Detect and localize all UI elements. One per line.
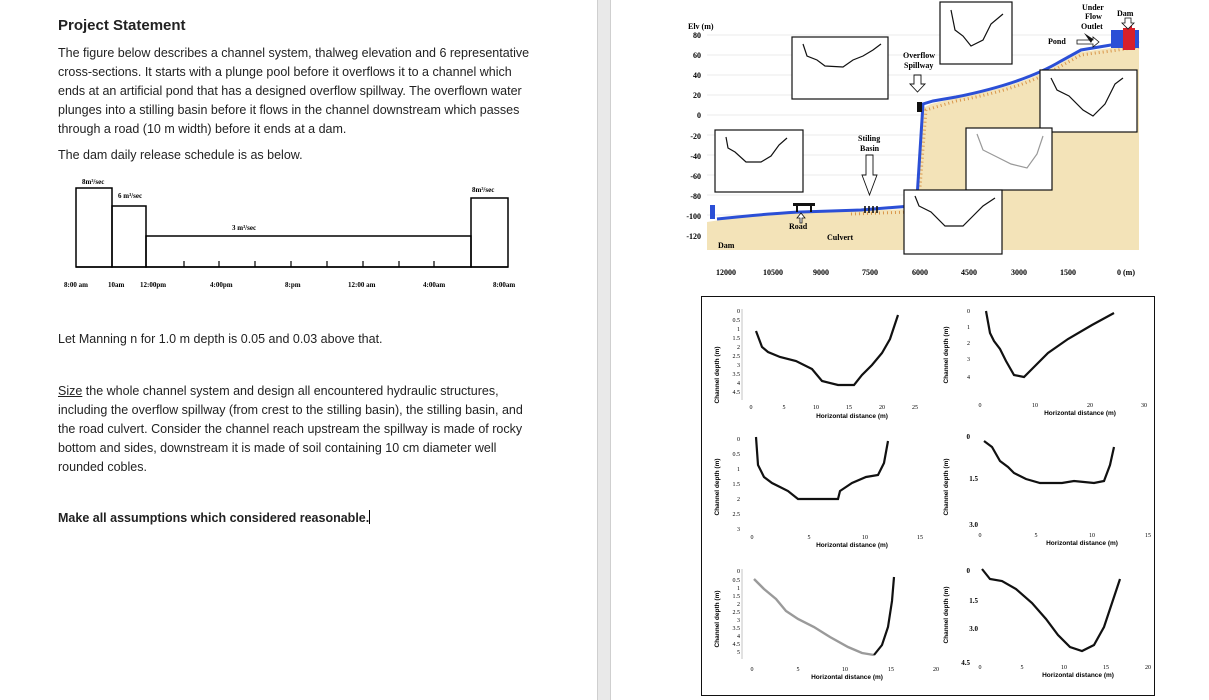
x-tick: 15	[917, 535, 923, 541]
inset-thumbnail	[904, 190, 1002, 254]
x-tick: 12000	[716, 268, 736, 277]
task-text: the whole channel system and design all encountered hydraulic structures, including the overflow spillway (from crest to the stilling basin), the stilling basin, and the road culvert. Consider the channel reach upstream the spillway is made of rocky bottom and sides, downstream it is made of soil containing 10 cm diameter well rounded cobles.	[58, 384, 523, 474]
y-tick: 2.5	[732, 354, 740, 360]
y-tick: 0	[966, 567, 970, 575]
inset-thumbnail	[715, 130, 803, 192]
inset-thumbnail	[940, 2, 1012, 64]
y-tick: 4	[967, 375, 970, 381]
y-tick: 4	[737, 634, 740, 640]
y-tick: 0	[966, 433, 970, 441]
label-pond: Pond	[1048, 37, 1066, 46]
y-tick: 20	[693, 91, 701, 100]
y-tick: 2	[737, 497, 740, 503]
flow-label-8: 8m³/sec	[82, 178, 105, 186]
task-paragraph	[58, 382, 538, 477]
label-stilling: Stiling	[858, 134, 881, 143]
x-tick: 15	[1103, 665, 1109, 671]
x-tick: 10	[1032, 403, 1038, 409]
dam-arrow-icon	[1122, 18, 1134, 29]
cross-section-6	[943, 567, 1151, 679]
y-tick: 1.5	[732, 482, 740, 488]
ylabel: Channel depth (m)	[714, 346, 721, 404]
y-tick: 3.0	[969, 625, 978, 633]
assumptions-paragraph	[58, 509, 538, 528]
x-tick: 10500	[763, 268, 783, 277]
x-tick: 5	[796, 667, 800, 673]
label-dam-bottom: Dam	[718, 241, 735, 250]
y-tick: 1.5	[732, 336, 740, 342]
time-label: 12:00 am	[348, 281, 376, 289]
road-deck	[793, 203, 815, 206]
y-tick: 2	[737, 345, 740, 351]
cross-section-1	[714, 309, 918, 420]
x-tick: 10	[1061, 665, 1067, 671]
inset-thumbnail	[966, 128, 1052, 190]
flow-label-6: 6 m³/sec	[118, 192, 143, 200]
y-tick: -20	[690, 132, 701, 141]
assumptions-text: Make all assumptions which considered reasonable.	[58, 511, 370, 525]
ylabel: Channel depth (m)	[714, 458, 721, 516]
y-tick: 1.5	[969, 475, 978, 483]
inset-thumbnail	[1040, 70, 1137, 132]
y-axis-ticks	[686, 31, 701, 241]
y-tick: 4.5	[732, 390, 740, 396]
xlabel: Horizontal distance (m)	[811, 674, 883, 681]
label-culvert: Culvert	[827, 233, 854, 242]
document-page	[0, 0, 596, 700]
y-tick: 4.5	[732, 642, 740, 648]
y-tick: 3	[737, 527, 740, 533]
y-tick: 0	[737, 569, 740, 575]
y-tick: 0.5	[732, 318, 740, 324]
text-cursor	[369, 510, 370, 524]
y-tick: 2	[737, 602, 740, 608]
spillway-crest	[917, 102, 922, 112]
bar-6	[112, 206, 146, 267]
time-label: 8:00 am	[64, 281, 88, 289]
x-tick: 10	[842, 667, 848, 673]
ylabel: Channel depth (m)	[943, 458, 950, 516]
dam-top-block	[1123, 28, 1135, 50]
bar-8-am	[76, 188, 112, 267]
cross-section-5	[714, 569, 939, 681]
schedule-line: The dam daily release schedule is as below.	[58, 148, 303, 162]
x-tick: 5	[782, 405, 786, 411]
page-title: Project Statement	[58, 17, 186, 34]
xlabel: Horizontal distance (m)	[1046, 540, 1118, 547]
label-basin: Basin	[860, 144, 880, 153]
y-tick: 3.0	[969, 521, 978, 529]
x-tick: 9000	[813, 268, 829, 277]
x-tick: 0	[978, 403, 982, 409]
y-tick: 3.5	[732, 372, 740, 378]
ylabel: Channel depth (m)	[943, 326, 950, 384]
section-profile	[984, 441, 1114, 483]
y-tick: 3	[967, 357, 970, 363]
x-tick: 20	[933, 667, 939, 673]
x-tick: 4500	[961, 268, 977, 277]
label-road: Road	[789, 222, 808, 231]
x-tick: 20	[1087, 403, 1093, 409]
x-tick: 0	[750, 535, 754, 541]
y-tick: -60	[690, 172, 701, 181]
elv-label: Elv (m)	[688, 22, 714, 31]
ylabel: Channel depth (m)	[714, 590, 721, 648]
inset-thumbnail	[792, 37, 888, 99]
y-tick: 1	[967, 325, 970, 331]
section-profile	[754, 579, 874, 655]
y-tick: -120	[686, 232, 701, 241]
y-tick: 5	[737, 650, 740, 656]
label-overflow: Overflow	[903, 51, 935, 60]
x-tick: 6000	[912, 268, 928, 277]
task-lead: Size	[58, 384, 83, 398]
y-tick: 2	[967, 341, 970, 347]
x-tick: 0	[750, 667, 754, 673]
section-profile	[982, 569, 1120, 651]
x-tick: 0	[978, 533, 982, 539]
x-tick: 15	[888, 667, 894, 673]
y-tick: 80	[693, 31, 701, 40]
page-divider	[597, 0, 611, 700]
x-axis-ticks	[716, 268, 1135, 277]
label-under: Under	[1082, 3, 1104, 12]
manning-paragraph: Let Manning n for 1.0 m depth is 0.05 and 0.03 above that.	[58, 332, 383, 346]
stilling-arrow-icon	[862, 155, 877, 195]
bar-8-next	[471, 198, 508, 267]
time-label: 8:00am	[493, 281, 516, 289]
label-spillway: Spillway	[904, 61, 934, 70]
xlabel: Horizontal distance (m)	[1044, 410, 1116, 417]
y-tick: 3	[737, 363, 740, 369]
time-label: 8:pm	[285, 281, 301, 289]
x-tick: 30	[1141, 403, 1147, 409]
y-tick: 0.5	[732, 452, 740, 458]
flow-label-3: 3 m³/sec	[232, 224, 257, 232]
cross-section-panel	[701, 296, 1155, 696]
x-tick: 20	[879, 405, 885, 411]
y-tick: 0.5	[732, 578, 740, 584]
bar-3	[146, 236, 471, 267]
y-tick: 1	[737, 467, 740, 473]
figure-page	[611, 0, 1209, 700]
y-tick: 0	[737, 437, 740, 443]
x-tick: 10	[813, 405, 819, 411]
xlabel: Horizontal distance (m)	[816, 542, 888, 549]
label-dam-top: Dam	[1117, 9, 1134, 18]
y-tick: 0	[737, 309, 740, 315]
time-label: 4:00pm	[210, 281, 233, 289]
x-tick: 10	[1089, 533, 1095, 539]
x-tick: 3000	[1011, 268, 1027, 277]
spillway-arrow-icon	[910, 75, 925, 92]
section-profile	[986, 311, 1114, 377]
y-tick: 1	[737, 586, 740, 592]
x-tick: 15	[846, 405, 852, 411]
xlabel: Horizontal distance (m)	[1042, 672, 1114, 679]
y-tick: -40	[690, 152, 701, 161]
x-tick: 0	[978, 665, 982, 671]
flow-label-8b: 8m³/sec	[472, 186, 495, 194]
y-tick: 2.5	[732, 512, 740, 518]
y-tick: 0	[967, 309, 970, 315]
x-tick: 15	[1145, 533, 1151, 539]
y-tick: 1.5	[969, 597, 978, 605]
x-tick: 0	[749, 405, 753, 411]
thalweg-profile	[611, 0, 1209, 290]
y-tick: 1.5	[732, 594, 740, 600]
y-tick: 3.5	[732, 626, 740, 632]
label-outlet: Outlet	[1081, 22, 1103, 31]
x-tick: 7500	[862, 268, 878, 277]
x-tick: 1500	[1060, 268, 1076, 277]
x-tick: 5	[1020, 665, 1024, 671]
y-tick: 4	[737, 381, 740, 387]
cross-section-4	[943, 433, 1151, 547]
x-tick: 10	[862, 535, 868, 541]
intro-paragraph: The figure below describes a channel system, thalweg elevation and 6 representative cross-sections. It starts with a plunge pool before it overflows it to a channel which ends at an artificial pond that has a designed overflow spillway. The overflown water plunges into a stilling basin before it flows in the channel downstream which passes through a road (10 m width) before it ends at a dam.	[58, 46, 530, 136]
x-tick: 20	[1145, 665, 1151, 671]
xlabel: Horizontal distance (m)	[816, 413, 888, 420]
y-tick: 40	[693, 71, 701, 80]
y-tick: 4.5	[961, 659, 970, 667]
y-tick: 3	[737, 618, 740, 624]
x-tick: 5	[1034, 533, 1038, 539]
y-tick: 0	[697, 111, 701, 120]
y-tick: 2.5	[732, 610, 740, 616]
cross-section-3	[714, 437, 923, 549]
section-profile	[756, 315, 898, 385]
release-schedule-chart	[56, 170, 596, 300]
section-profile	[756, 437, 888, 499]
x-tick: 5	[807, 535, 811, 541]
time-label: 4:00am	[423, 281, 446, 289]
y-tick: 60	[693, 51, 701, 60]
section-profile-end	[874, 577, 894, 655]
cross-section-2	[943, 309, 1147, 417]
dam-bottom-block	[710, 205, 715, 219]
y-tick: 1	[737, 327, 740, 333]
time-label: 10am	[108, 281, 125, 289]
y-tick: -80	[690, 192, 701, 201]
y-tick: -100	[686, 212, 701, 221]
ylabel: Channel depth (m)	[943, 586, 950, 644]
time-label: 12:00pm	[140, 281, 167, 289]
label-flow: Flow	[1085, 12, 1102, 21]
x-tick: 25	[912, 405, 918, 411]
x-tick: 0 (m)	[1117, 268, 1135, 277]
